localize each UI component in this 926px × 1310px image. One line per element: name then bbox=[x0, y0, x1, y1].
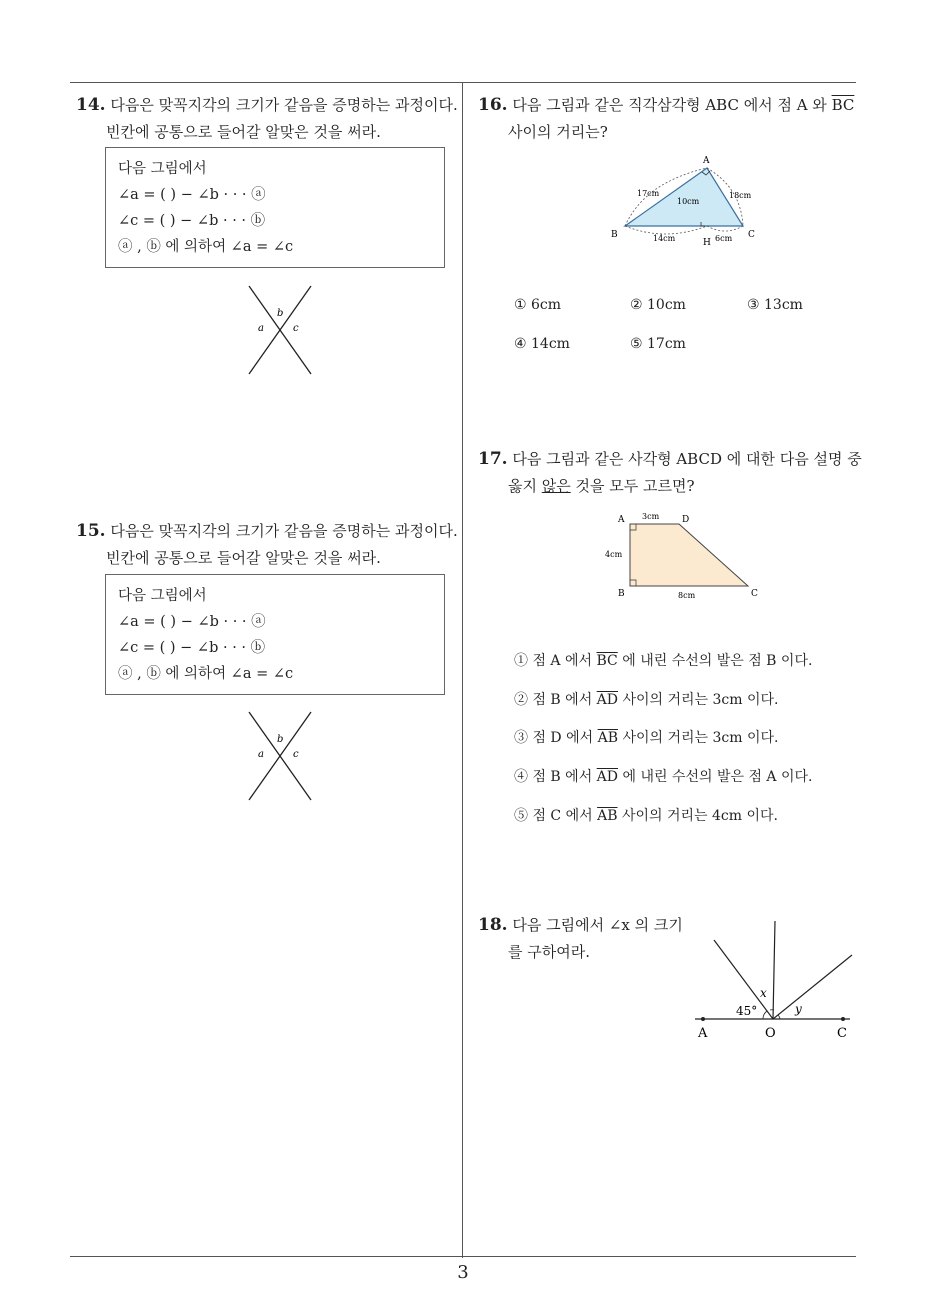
choice-marker: ④ bbox=[514, 769, 528, 785]
choice-5[interactable] bbox=[514, 805, 778, 825]
label-c: c bbox=[293, 749, 299, 760]
len-ab: 17cm bbox=[637, 189, 660, 198]
choice-2[interactable] bbox=[514, 689, 778, 709]
question-text-line1: 다음은 맞꼭지각의 크기가 같음을 증명하는 과정이다. bbox=[110, 96, 458, 114]
segment: $\overline{BC}$ bbox=[596, 653, 618, 669]
box-line: ∠a = ( ) − ∠b · · · ⓐ bbox=[118, 187, 266, 203]
choice-1[interactable] bbox=[514, 650, 812, 670]
vertex-c: C bbox=[748, 230, 755, 240]
question-text-line2: 사이의 거리는? bbox=[508, 123, 608, 141]
question-14 bbox=[76, 92, 461, 146]
question-17 bbox=[478, 446, 863, 500]
question-number: 14. bbox=[76, 95, 106, 115]
choice-text-pre: 점 A 에서 bbox=[532, 653, 597, 669]
question-18 bbox=[478, 912, 688, 966]
proof-box-15 bbox=[105, 574, 445, 695]
choice-text-pre: 점 C 에서 bbox=[532, 808, 598, 824]
choice-text-post: 에 내린 수선의 발은 점 A 이다. bbox=[618, 769, 813, 785]
choice-marker: ⑤ bbox=[514, 808, 528, 824]
choice-5[interactable]: ⑤ 17cm bbox=[630, 336, 686, 352]
box-line: 다음 그림에서 bbox=[118, 161, 207, 177]
question-text-line2: 를 구하여라. bbox=[508, 943, 590, 961]
len-ac: 18cm bbox=[729, 191, 752, 200]
question-15 bbox=[76, 518, 461, 572]
choice-text-post: 사이의 거리는 3cm 이다. bbox=[618, 692, 779, 708]
label-b: b bbox=[277, 308, 284, 319]
vertex-b: B bbox=[611, 230, 618, 240]
question-number: 18. bbox=[478, 915, 508, 935]
vertical-angles-figure-15 bbox=[240, 708, 320, 804]
choice-3[interactable]: ③ 13cm bbox=[747, 297, 803, 313]
question-text-line2: 빈칸에 공통으로 들어갈 알맞은 것을 써라. bbox=[106, 549, 381, 567]
choice-text-post: 에 내린 수선의 발은 점 B 이다. bbox=[617, 653, 813, 669]
choice-text-pre: 점 D 에서 bbox=[532, 730, 598, 746]
center-divider bbox=[462, 82, 463, 1258]
question-text-line1: 다음 그림과 같은 직각삼각형 ABC 에서 점 A 와 bbox=[512, 96, 832, 114]
page-number: 3 bbox=[457, 1262, 469, 1283]
choice-text-post: 사이의 거리는 3cm 이다. bbox=[618, 730, 779, 746]
bottom-rule bbox=[70, 1256, 856, 1257]
choice-marker: ③ bbox=[514, 730, 528, 746]
len-ad: 3cm bbox=[642, 512, 660, 521]
label-x: x bbox=[760, 986, 767, 1000]
label-c: c bbox=[293, 323, 299, 334]
box-line: ∠c = ( ) − ∠b · · · ⓑ bbox=[118, 213, 266, 229]
len-bh: 14cm bbox=[653, 234, 676, 243]
question-text-line2-pre: 옳지 bbox=[508, 477, 542, 495]
box-line: ∠c = ( ) − ∠b · · · ⓑ bbox=[118, 640, 266, 656]
len-ab: 4cm bbox=[605, 550, 623, 559]
choice-4[interactable]: ④ 14cm bbox=[514, 336, 570, 352]
vertex-c: C bbox=[751, 589, 758, 599]
box-line: ∠a = ( ) − ∠b · · · ⓐ bbox=[118, 614, 266, 630]
vertical-angles-figure-14 bbox=[240, 282, 320, 378]
label-y: y bbox=[795, 1002, 802, 1016]
choice-text-pre: 점 B 에서 bbox=[532, 692, 597, 708]
question-text-line1: 다음 그림에서 ∠x 의 크기 bbox=[512, 916, 683, 934]
vertex-d: D bbox=[682, 515, 690, 525]
vertex-a: A bbox=[618, 515, 625, 525]
len-ah: 10cm bbox=[677, 197, 700, 206]
question-text-line1: 다음 그림과 같은 사각형 ABCD 에 대한 다음 설명 중 bbox=[512, 450, 862, 468]
choice-2[interactable]: ② 10cm bbox=[630, 297, 686, 313]
question-text-line2-post: 것을 모두 고르면? bbox=[570, 477, 695, 495]
angle-45-label: 45° bbox=[736, 1004, 758, 1018]
box-line: ⓐ , ⓑ 에 의하여 ∠a = ∠c bbox=[118, 666, 294, 682]
question-text-line2: 빈칸에 공통으로 들어갈 알맞은 것을 써라. bbox=[106, 123, 381, 141]
label-b: b bbox=[277, 734, 284, 745]
vertex-a: A bbox=[703, 156, 710, 166]
segment: $\overline{AD}$ bbox=[596, 769, 619, 785]
question-16 bbox=[478, 92, 863, 146]
question-number: 16. bbox=[478, 95, 508, 115]
segment: $\overline{AB}$ bbox=[597, 808, 618, 824]
point-a: A bbox=[698, 1026, 708, 1041]
proof-box-14 bbox=[105, 147, 445, 268]
point-c: C bbox=[837, 1026, 847, 1041]
segment: $\overline{AD}$ bbox=[596, 692, 619, 708]
segment-bc: $\overline{BC}$ bbox=[831, 96, 855, 114]
underlined-word: 않은 bbox=[541, 477, 571, 495]
choice-3[interactable] bbox=[514, 727, 778, 747]
choice-marker: ② bbox=[514, 692, 528, 708]
len-hc: 6cm bbox=[715, 234, 733, 243]
label-a: a bbox=[258, 749, 264, 760]
question-text-line1: 다음은 맞꼭지각의 크기가 같음을 증명하는 과정이다. bbox=[110, 522, 458, 540]
question-number: 15. bbox=[76, 521, 106, 541]
box-line: 다음 그림에서 bbox=[118, 588, 207, 604]
segment: $\overline{AB}$ bbox=[597, 730, 619, 746]
right-triangle-figure bbox=[605, 152, 765, 252]
label-a: a bbox=[258, 323, 264, 334]
box-line: ⓐ , ⓑ 에 의하여 ∠a = ∠c bbox=[118, 239, 294, 255]
angle-figure bbox=[690, 915, 860, 1045]
foot-h: H bbox=[703, 238, 711, 248]
quadrilateral-figure bbox=[600, 508, 770, 600]
choice-1[interactable]: ① 6cm bbox=[514, 297, 562, 313]
point-o: O bbox=[765, 1026, 776, 1041]
vertex-b: B bbox=[618, 589, 625, 599]
choice-text-post: 사이의 거리는 4cm 이다. bbox=[617, 808, 778, 824]
choice-text-pre: 점 B 에서 bbox=[532, 769, 597, 785]
question-number: 17. bbox=[478, 449, 508, 469]
len-bc: 8cm bbox=[678, 591, 696, 600]
choice-4[interactable] bbox=[514, 766, 813, 786]
top-rule bbox=[70, 82, 856, 83]
choice-marker: ① bbox=[514, 653, 528, 669]
